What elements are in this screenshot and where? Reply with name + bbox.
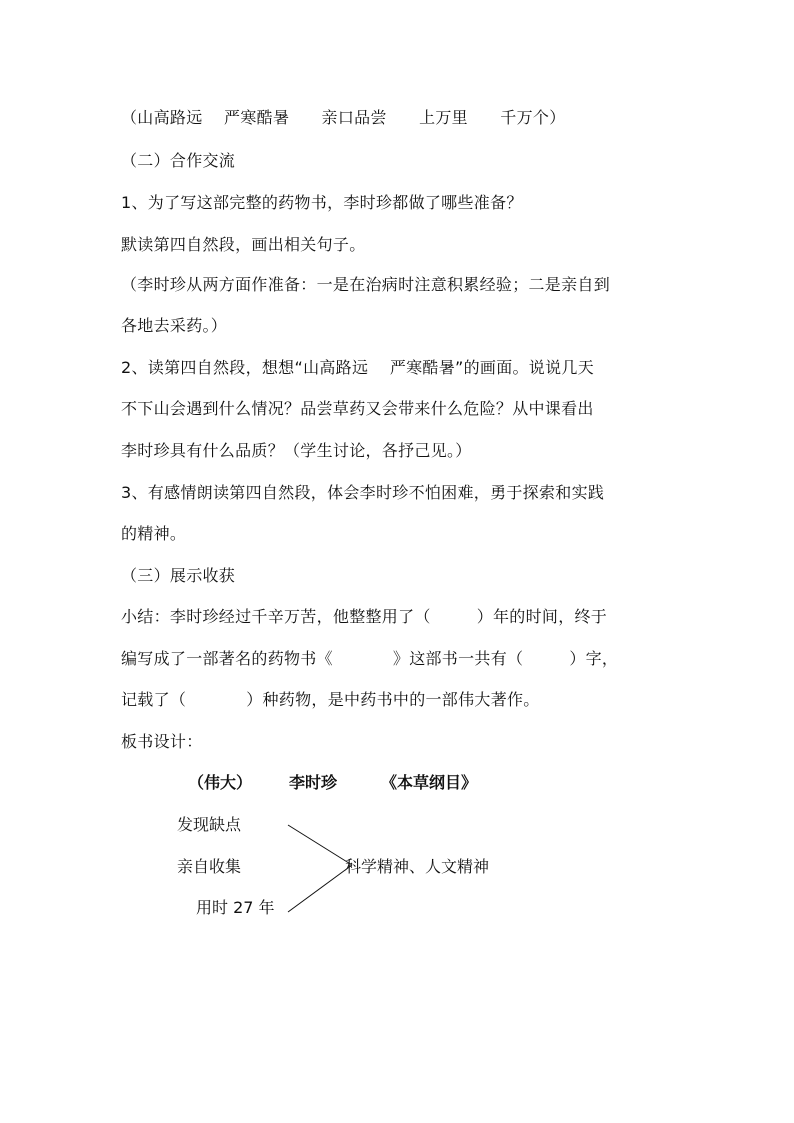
board-title-great: （伟大）	[188, 773, 253, 792]
question-2-line-3: 李时珍具有什么品质？（学生讨论，各抒己见。）	[121, 441, 472, 460]
question-3-line-1: 3、有感情朗读第四自然段，体会李时珍不怕困难，勇于探索和实践	[121, 483, 605, 502]
summary-text: ）种药物，是中药书中的一部伟大著作。	[246, 690, 540, 709]
answers-recap: （山高路远 严寒酷暑 亲口品尝 上万里 千万个）	[121, 108, 566, 127]
section-2-heading: （二）合作交流	[121, 151, 236, 170]
board-title-person: 李时珍	[289, 773, 338, 792]
summary-text: ）字，	[569, 649, 619, 668]
question-2-line-1: 2、读第四自然段，想想“山高路远 严寒酷暑”的画面。说说几天	[121, 358, 595, 377]
summary-text: 记载了（	[121, 690, 187, 709]
board-design-label: 板书设计：	[121, 732, 203, 751]
question-1-answer-line-2: 各地去采药。）	[121, 316, 228, 335]
board-conclusion: 科学精神、人文精神	[345, 857, 490, 876]
board-item-find-flaws: 发现缺点	[177, 815, 242, 834]
summary-text: 编写成了一部著名的药物书《	[121, 649, 333, 668]
section-3-heading: （三）展示收获	[121, 566, 236, 585]
summary-text: 》这部书一共有（	[392, 649, 524, 668]
connector-bottom-line	[288, 865, 352, 912]
summary-text: ）年的时间，终于	[476, 607, 608, 626]
question-1: 1、为了写这部完整的药物书，李时珍都做了哪些准备？	[121, 193, 523, 212]
question-2-line-2: 不下山会遇到什么情况？品尝草药又会带来什么危险？从中课看出	[121, 399, 594, 418]
board-item-self-collect: 亲自收集	[177, 857, 242, 876]
question-3-line-2: 的精神。	[121, 524, 187, 543]
board-title-book: 《本草纲目》	[381, 773, 478, 792]
question-1-instruction: 默读第四自然段，画出相关句子。	[121, 235, 366, 254]
question-1-answer-line-1: （李时珍从两方面作准备：一是在治病时注意积累经验；二是亲自到	[121, 275, 611, 294]
board-item-27-years: 用时 27 年	[196, 898, 275, 917]
summary-text: 小结：李时珍经过千辛万苦，他整整用了（	[121, 607, 431, 626]
connector-top-line	[288, 825, 352, 865]
